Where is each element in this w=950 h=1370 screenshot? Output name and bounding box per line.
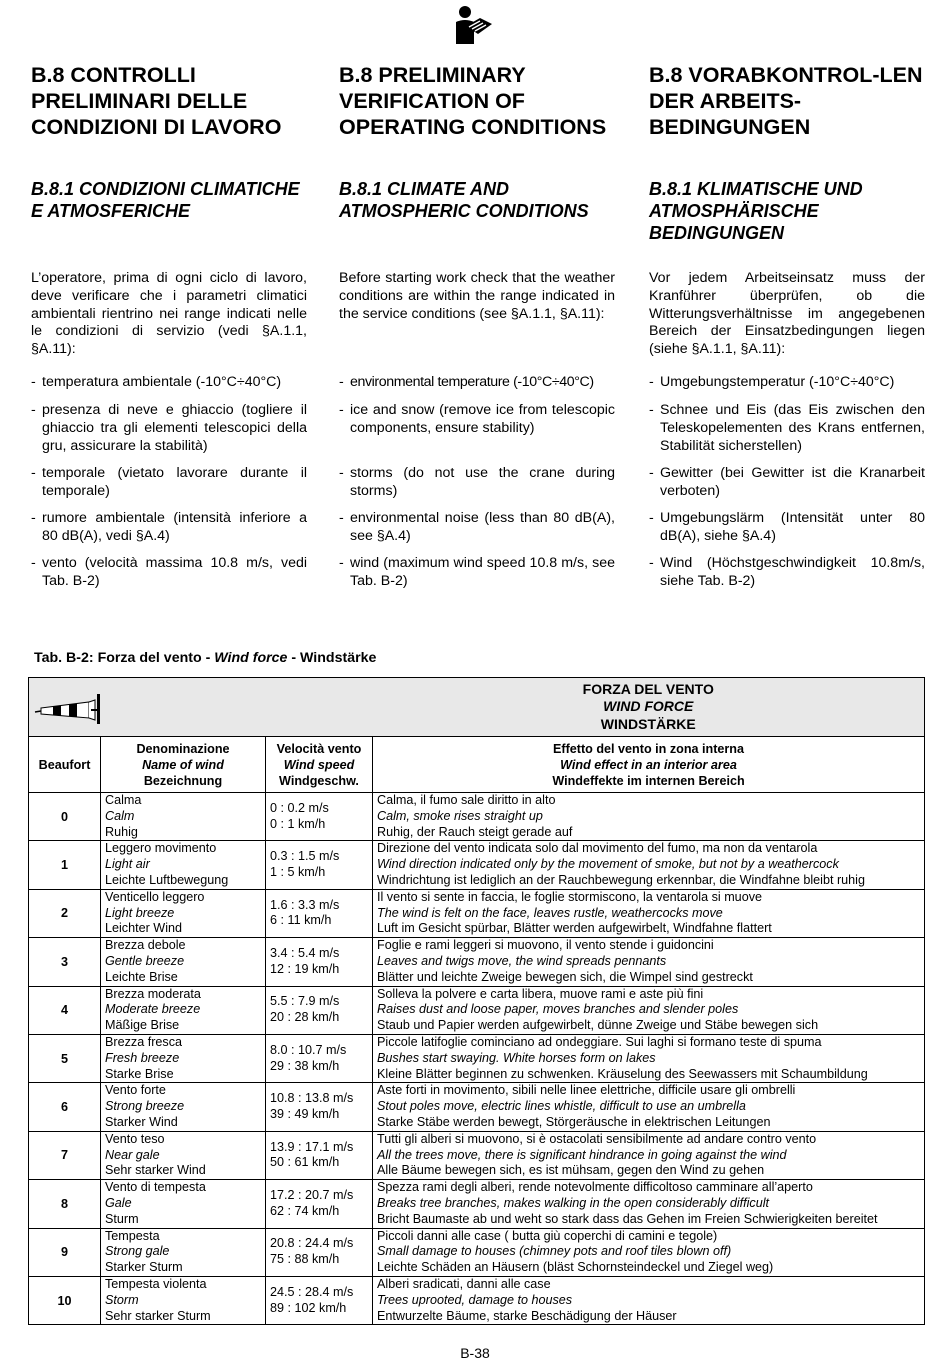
list-item: - ice and snow (remove ice from telescopic components, ensure stability): [339, 402, 615, 436]
subsection-heading: B.8.1 KLIMATISCHE UND ATMOSPHÄRISCHE BEDINGUNGEN: [649, 179, 863, 243]
beaufort-value: 2: [29, 889, 101, 937]
wind-effect: Piccoli danni alle case ( butta giù coperchi di camini e tegole) Small damage to houses (chimney pots and roof tiles blown off) Leichte Schäden an Häusern (bläst Schornsteindeckel und Ziegel weg): [373, 1228, 925, 1276]
beaufort-value: 10: [29, 1276, 101, 1324]
column-english: [339, 62, 615, 600]
table-row: [29, 1228, 925, 1276]
column-italian: [31, 62, 307, 600]
list-item: - Umgebungslärm (Intensität unter 80 dB(A), siehe §A.4): [649, 510, 925, 544]
table-row: [29, 986, 925, 1034]
table-row: [29, 1180, 925, 1228]
table-row: [29, 938, 925, 986]
list-item: - wind (maximum wind speed 10.8 m/s, see Tab. B-2): [339, 555, 615, 589]
subsection-heading: B.8.1 CLIMATE AND ATMOSPHERIC CONDITIONS: [339, 179, 589, 221]
beaufort-value: 8: [29, 1180, 101, 1228]
wind-effect: Aste forti in movimento, sibili nelle linee elettriche, difficile usare gli ombrelli Stout poles move, electric lines whistle, difficult to use an umbrella Starke Stäbe werden bewegt, Störgeräusche in elektrischen Leitungen: [373, 1083, 925, 1131]
condition-list: [31, 374, 307, 600]
subsection-heading: B.8.1 CONDIZIONI CLIMATICHE E ATMOSFERICHE: [31, 179, 300, 221]
beaufort-value: 0: [29, 793, 101, 841]
beaufort-value: 6: [29, 1083, 101, 1131]
section-heading: B.8 CONTROLLI PRELIMINARI DELLE CONDIZIONI DI LAVORO: [31, 63, 282, 139]
wind-name: Vento teso Near gale Sehr starker Wind: [101, 1131, 266, 1179]
wind-speed: 20.8 : 24.4 m/s 75 : 88 km/h: [266, 1228, 373, 1276]
wind-effect: Solleva la polvere e carta libera, muove rami e aste più fini Raises dust and loose paper, moves branches and slender poles Staub und Papier werden aufgewirbelt, dünne Zweige und Stäbe bewegen sich: [373, 986, 925, 1034]
beaufort-value: 9: [29, 1228, 101, 1276]
list-item: - temporale (vietato lavorare durante il temporale): [31, 465, 307, 499]
wind-speed: 10.8 : 13.8 m/s 39 : 49 km/h: [266, 1083, 373, 1131]
wind-name: Vento forte Strong breeze Starker Wind: [101, 1083, 266, 1131]
list-item: - environmental temperature (-10°C÷40°C): [339, 374, 594, 390]
beaufort-value: 1: [29, 841, 101, 889]
section-heading: B.8 PRELIMINARY VERIFICATION OF OPERATING CONDITIONS: [339, 63, 607, 139]
list-item: - Gewitter (bei Gewitter ist die Kranarbeit verboten): [649, 465, 925, 499]
column-german: [649, 62, 925, 600]
wind-effect: Calma, il fumo sale diritto in alto Calm, smoke rises straight up Ruhig, der Rauch steigt gerade auf: [373, 793, 925, 841]
table-header-row: [29, 737, 925, 793]
wind-effect: Tutti gli alberi si muovono, si è ostacolati sensibilmente ad andare contro vento All the trees move, there is significant hindrance in going against the wind Alle Bäume bewegen sich, es ist mühsam, gegen den Wind zu gehen: [373, 1131, 925, 1179]
wind-speed: 13.9 : 17.1 m/s 50 : 61 km/h: [266, 1131, 373, 1179]
wind-speed: 17.2 : 20.7 m/s 62 : 74 km/h: [266, 1180, 373, 1228]
table-row: [29, 841, 925, 889]
table-row: [29, 1034, 925, 1082]
wind-effect: Direzione del vento indicata solo dal movimento del fumo, ma non da ventarola Wind direction indicated only by the movement of smoke, but not by a weathercock Windrichtung ist lediglich an der Rauchbewegung erkennbar, die Windfahne bleibt ruhig: [373, 841, 925, 889]
list-item: - vento (velocità massima 10.8 m/s, vedi Tab. B-2): [31, 555, 307, 589]
beaufort-value: 7: [29, 1131, 101, 1179]
beaufort-value: 4: [29, 986, 101, 1034]
table-title-row: [29, 678, 925, 737]
wind-name: Vento di tempesta Gale Sturm: [101, 1180, 266, 1228]
list-item: - Umgebungstemperatur (-10°C÷40°C): [649, 374, 895, 390]
wind-speed: 8.0 : 10.7 m/s 29 : 38 km/h: [266, 1034, 373, 1082]
wind-effect: Piccole latifoglie cominciano ad ondeggiare. Sui laghi si formano teste di spuma Bushes start swaying. White horses form on lakes Kleine Blätter beginnen zu schwenken. Kräuselung des Seewassers mit Schaumbildung: [373, 1034, 925, 1082]
table-row: [29, 1083, 925, 1131]
wind-speed: 1.6 : 3.3 m/s 6 : 11 km/h: [266, 889, 373, 937]
beaufort-value: 3: [29, 938, 101, 986]
list-item: - storms (do not use the crane during storms): [339, 465, 615, 499]
wind-effect: Foglie e rami leggeri si muovono, il vento stende i guidoncini Leaves and twigs move, the wind spreads pennants Blätter und leichte Zweige bewegen sich, die Wimpel sind gestreckt: [373, 938, 925, 986]
list-item: - environmental noise (less than 80 dB(A), see §A.4): [339, 510, 615, 544]
table-body: [29, 793, 925, 1325]
wind-effect: Spezza rami degli alberi, rende notevolmente difficoltoso camminare all’aperto Breaks tree branches, makes walking in the open considerably difficult Bricht Baumaste ab und weht so stark dass das Gehen im Freien Schwierigkeiten bereitet: [373, 1180, 925, 1228]
wind-name: Brezza debole Gentle breeze Leichte Brise: [101, 938, 266, 986]
header-effect: Effetto del vento in zona interna Wind effect in an interior area Windeffekte im internen Bereich: [373, 737, 925, 793]
table-row: [29, 1276, 925, 1324]
wind-name: Calma Calm Ruhig: [101, 793, 266, 841]
manual-reading-icon: [452, 4, 496, 48]
table-row: [29, 793, 925, 841]
condition-list: [339, 374, 615, 600]
wind-speed: 3.4 : 5.4 m/s 12 : 19 km/h: [266, 938, 373, 986]
condition-list: [649, 374, 925, 600]
intro-paragraph: L’operatore, prima di ogni ciclo di lavoro, deve verificare che i parametri climatici ambientali rientrino nei range indicati nelle le condizioni di servizio (vedi §A.1.1, §A.11):: [31, 270, 307, 358]
list-item: - presenza di neve e ghiaccio (togliere il ghiaccio tra gli elementi telescopici della gru, assicurare la stabilità): [31, 402, 307, 454]
page-number: B-38: [460, 1345, 490, 1361]
wind-speed: 0 : 0.2 m/s 0 : 1 km/h: [266, 793, 373, 841]
list-item: - rumore ambientale (intensità inferiore a 80 dB(A), vedi §A.4): [31, 510, 307, 544]
beaufort-value: 5: [29, 1034, 101, 1082]
table-title: FORZA DEL VENTO WIND FORCE WINDSTÄRKE: [373, 678, 925, 737]
wind-effect: Il vento si sente in faccia, le foglie stormiscono, la ventarola si muove The wind is felt on the face, leaves rustle, weathercocks move Luft im Gesicht spürbar, Blätter werden aufgewirbelt, Windfahne flattert: [373, 889, 925, 937]
header-speed: Velocità vento Wind speed Windgeschw.: [266, 737, 373, 793]
table-row: [29, 1131, 925, 1179]
wind-name: Venticello leggero Light breeze Leichter Wind: [101, 889, 266, 937]
header-name: Denominazione Name of wind Bezeichnung: [101, 737, 266, 793]
header-beaufort: Beaufort: [29, 737, 101, 793]
section-heading: B.8 VORABKONTROL-LEN DER ARBEITS-BEDINGUNGEN: [649, 63, 923, 139]
table-caption: Tab. B-2: Forza del vento - Wind force - Windstärke: [34, 650, 377, 666]
windsock-cell: [29, 678, 373, 737]
intro-paragraph: Before starting work check that the weather conditions are within the range indicated in the service conditions (see §A.1.1, §A.11):: [339, 270, 615, 322]
wind-name: Tempesta violenta Storm Sehr starker Sturm: [101, 1276, 266, 1324]
wind-speed: 24.5 : 28.4 m/s 89 : 102 km/h: [266, 1276, 373, 1324]
list-item: - Wind (Höchstgeschwindigkeit 10.8m/s, siehe Tab. B-2): [649, 555, 925, 589]
table-row: [29, 889, 925, 937]
windsock-icon: [33, 713, 113, 727]
wind-force-table: [28, 677, 925, 1325]
wind-speed: 0.3 : 1.5 m/s 1 : 5 km/h: [266, 841, 373, 889]
wind-speed: 5.5 : 7.9 m/s 20 : 28 km/h: [266, 986, 373, 1034]
list-item: - temperatura ambientale (-10°C÷40°C): [31, 374, 282, 390]
intro-paragraph: Vor jedem Arbeitseinsatz muss der Kranführer überprüfen, ob die Witterungsverhältnisse im angegebenen Bereich der Einsatzbedingungen liegen (siehe §A.1.1, §A.11):: [649, 270, 925, 358]
wind-name: Tempesta Strong gale Starker Sturm: [101, 1228, 266, 1276]
wind-name: Leggero movimento Light air Leichte Luftbewegung: [101, 841, 266, 889]
wind-name: Brezza fresca Fresh breeze Starke Brise: [101, 1034, 266, 1082]
wind-name: Brezza moderata Moderate breeze Mäßige Brise: [101, 986, 266, 1034]
list-item: - Schnee und Eis (das Eis zwischen den Teleskopelementen des Krans entfernen, Stabilität sicherstellen): [649, 402, 925, 454]
wind-effect: Alberi sradicati, danni alle case Trees uprooted, damage to houses Entwurzelte Bäume, starke Beschädigung der Häuser: [373, 1276, 925, 1324]
